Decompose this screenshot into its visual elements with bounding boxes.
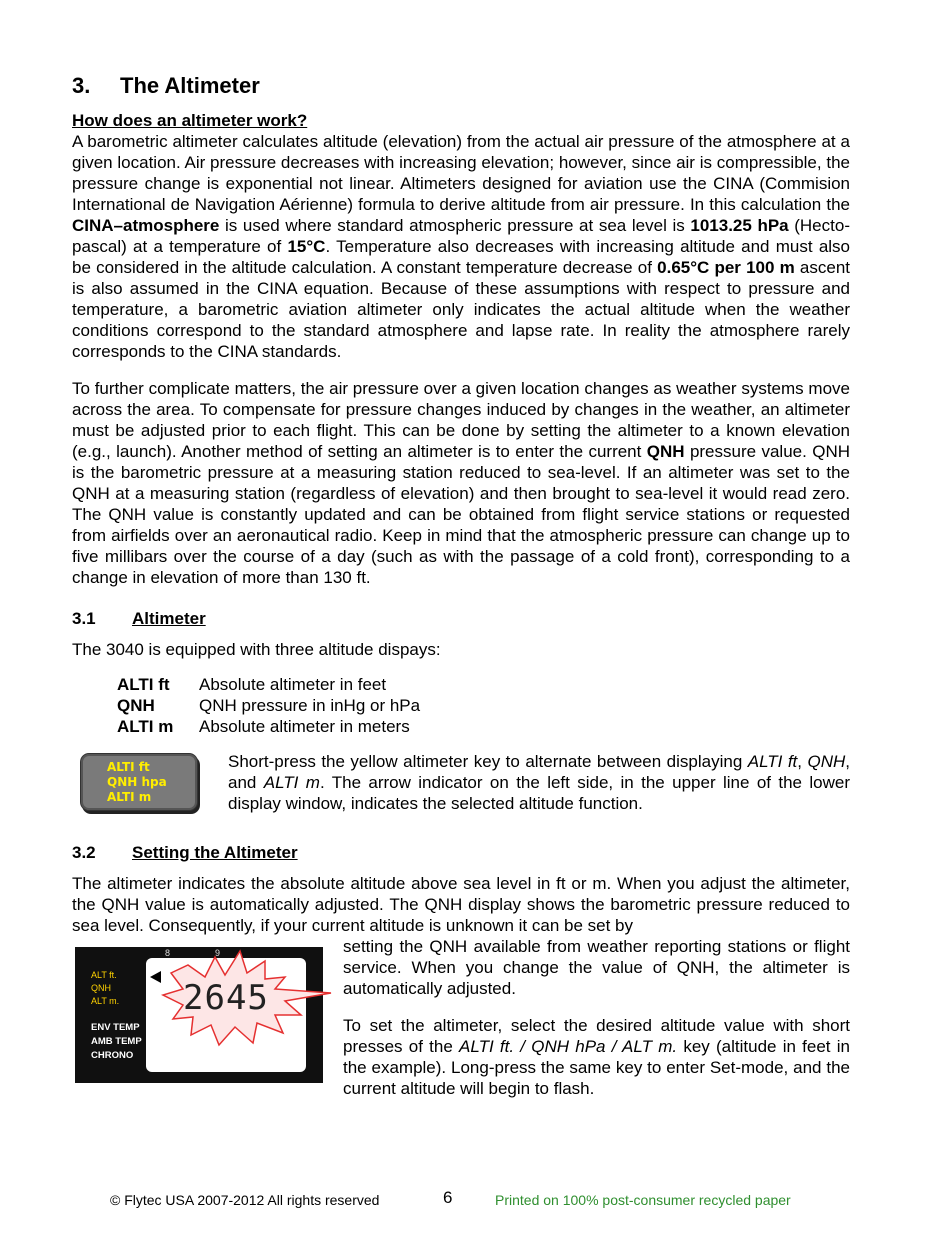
- bold-text: 15°C: [287, 237, 326, 256]
- section-heading: 3. The Altimeter: [72, 73, 260, 98]
- page-content: [72, 72, 850, 1099]
- italic-text: ALTI m: [263, 773, 320, 792]
- list-item: ALTI m Absolute altimeter in meters: [117, 717, 410, 736]
- altitude-display-list: [117, 674, 850, 737]
- text-run: ,: [797, 752, 808, 771]
- lcd-tick-label: 8: [165, 948, 171, 958]
- altimeter-key-illustration: ALTI ft QNH hpa ALTI m: [80, 753, 198, 811]
- page-number: 6: [443, 1188, 453, 1207]
- paragraph-qnh: [72, 378, 850, 588]
- text-run: A barometric altimeter calculates altitude (elevation) from the actual air pressure of the atmosphere at a given location. Air pressure decreases with increasing elevation; however, since air is compressible, the pressure change is exponential not linear. Altimeters designed for aviation use the CINA (Commision International de Navigation Aérienne) formula to derive altitude from air pressure. In this calculation the: [72, 132, 850, 214]
- paragraph-setting-altimeter: The altimeter indicates the absolute altitude above sea level in ft or m. When you adjust the altimeter, the QNH value is automatically adjusted. The QNH display shows the barometric pressure reduced to sea level. Consequently, if your current altitude is unknown it can be set by: [72, 874, 850, 935]
- text-run: , and: [228, 752, 850, 792]
- paragraph-qnh-setting: setting the QNH available from weather reporting stations or flight service. When you change the value of QNH, the altimeter is automatically adjusted.: [343, 937, 850, 998]
- text-run: To further complicate matters, the air pressure over a given location changes as weather systems move across the area. To compensate for pressure changes induced by changes in the weather, an altimeter must be adjusted prior to each flight. This can be done by setting the altimeter to a known elevation (e.g., launch). Another method of setting an altimeter is to enter the current: [72, 379, 850, 461]
- lcd-altitude-reading: 2645: [183, 978, 269, 1018]
- text-run: To set the altimeter, select the desired altitude value with short presses of the: [343, 1016, 850, 1056]
- bold-text: CINA–atmosphere: [72, 216, 220, 235]
- italic-text: ALTI ft. / QNH hPa / ALT m.: [459, 1037, 678, 1056]
- subsection-heading-3-1: 3.1 Altimeter: [72, 609, 206, 628]
- lcd-section: [72, 936, 850, 1099]
- lcd-side-text: [343, 936, 850, 1099]
- lcd-display-illustration: [75, 947, 323, 1083]
- paragraph-altimeter-key: [228, 751, 850, 814]
- italic-text: ALTI ft: [747, 752, 798, 771]
- list-item: QNH QNH pressure in inHg or hPa: [117, 696, 421, 715]
- text-run: ascent is also assumed in the CINA equation. Because of these assumptions with respect to pressure and temperature, a barometric aviation altimeter only indicates the actual altitude when the weather conditions correspond to the standard atmosphere and lapse rate. In reality the atmosphere rarely corresponds to the CINA standards.: [72, 258, 851, 361]
- altimeter-key-section: [72, 751, 850, 814]
- bold-text: 1013.25 hPa: [690, 216, 789, 235]
- intro-question: How does an altimeter work?: [72, 111, 308, 130]
- text-run: . Temperature also decreases with increasing altitude and must also be considered in the altitude calculation. A constant temperature decrease of: [72, 237, 850, 277]
- text-run: . The arrow indicator on the left side, in the upper line of the lower display window, indicates the selected altitude function.: [228, 773, 851, 813]
- paragraph-altimeter-intro: [72, 131, 850, 362]
- text-run: is used where standard atmospheric pressure at sea level is: [219, 216, 691, 235]
- lcd-altitude-labels: ALT ft. QNH ALT m.: [91, 970, 120, 1006]
- text-run: pressure value. QNH is the barometric pressure at a measuring station reduced to sea-level. If an altimeter was set to the QNH at a measuring station (regardless of elevation) and then brought to sea-level it would read zero. The QNH value is constantly updated and can be obtained from flight service stations or requested from airfields over an aeronautical radio. Keep in mind that the atmospheric pressure can change up to five millibars over the course of a day (such as with the passage of a cold front), corresponding to a change in elevation of more than 130 ft.: [72, 442, 851, 587]
- lcd-tick-label: 9: [215, 948, 221, 958]
- italic-text: QNH: [807, 752, 846, 771]
- bold-text: QNH: [646, 442, 685, 461]
- list-item: ALTI ft Absolute altimeter in feet: [117, 675, 387, 694]
- text-run: (Hecto-pascal) at a temperature of: [72, 216, 850, 256]
- paragraph-set-mode: [343, 1015, 850, 1099]
- flash-burst-graphic: [75, 947, 345, 1083]
- text-run: Short-press the yellow altimeter key to alternate between displaying: [228, 752, 748, 771]
- text-run: key (altitude in feet in the example). Long-press the same key to enter Set-mode, and the current altitude will begin to flash.: [343, 1037, 850, 1098]
- bold-text: 0.65°C per 100 m: [657, 258, 795, 277]
- copyright-text: © Flytec USA 2007-2012 All rights reserved: [110, 1192, 380, 1208]
- lcd-function-labels: ENV TEMP AMB TEMP CHRONO: [91, 1022, 142, 1061]
- subsection-lead: The 3040 is equipped with three altitude dispays:: [72, 640, 441, 659]
- subsection-heading-3-2: 3.2 Setting the Altimeter: [72, 843, 298, 862]
- recycled-notice: Printed on 100% post-consumer recycled paper: [495, 1192, 791, 1208]
